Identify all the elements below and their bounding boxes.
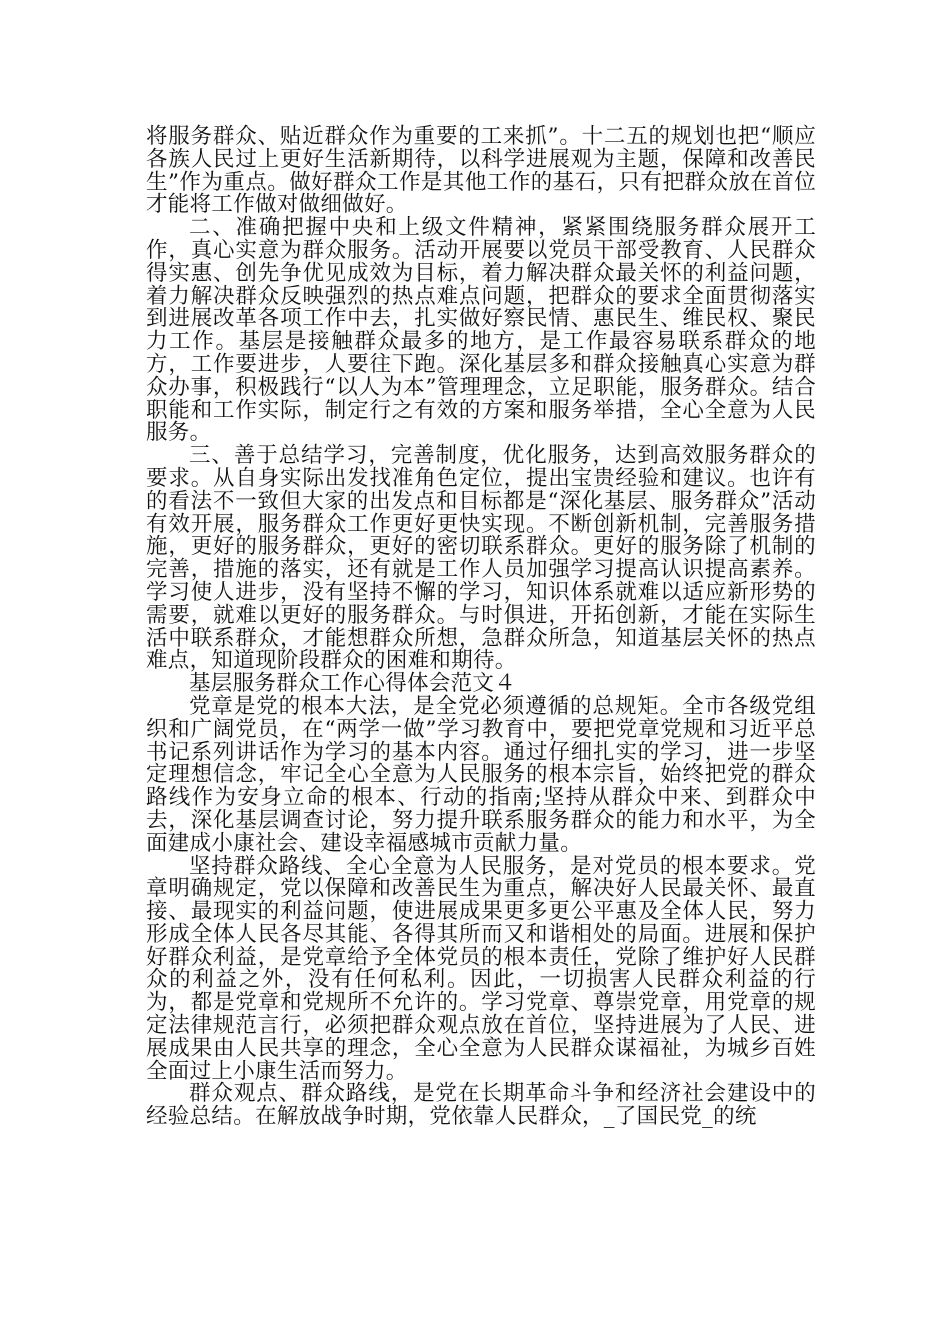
paragraph-party-constitution: 党章是党的根本大法，是全党必须遵循的总规矩。全市各级党组织和广阔党员，在“两学一做”学习教育中，要把党章党规和习近平总书记系列讲话作为学习的基本内容。通过仔细扎实的学习，进一步坚定理想信念，牢记全心全意为人民服务的根本宗旨，始终把党的群众路线作为安身立命的根本、行动的指南;坚持从群众中来、到群众中去，深化基层调查讨论，努力提升联系服务群众的能力和水平，为全面建成小康社会、建设幸福感城市贡献力量。 bbox=[146, 693, 816, 856]
paragraph-continuation: 将服务群众、贴近群众作为重要的工来抓”。十二五的规划也把“顺应各族人民过上更好生活新期待，以科学进展观为主题，保障和改善民生”作为重点。做好群众工作是其他工作的基石，只有把群众放在首位才能将工作做对做细做好。 bbox=[146, 124, 816, 218]
paragraph-mass-viewpoint: 群众观点、群众路线，是党在长期革命斗争和经济社会建设中的经验总结。在解放战争时期，党依靠人民群众，_了国民党_的统 bbox=[146, 1081, 816, 1130]
article-heading: 基层服务群众工作心得体会范文４ bbox=[189, 671, 517, 697]
paragraph-mass-line: 坚持群众路线、全心全意为人民服务，是对党员的根本要求。党章明确规定，党以保障和改善民生为重点，解决好人民最关怀、最直接、最现实的利益问题，使进展成果更多更公平惠及全体人民，努力形成全体人民各尽其能、各得其所而又和谐相处的局面。进展和保护好群众利益，是党章给予全体党员的根本责任，党除了维护好人民群众的利益之外，没有任何私利。因此，一切损害人民群众利益的行为，都是党章和党规所不允许的。学习党章、尊崇党章，用党章的规定法律规范言行，必须把群众观点放在首位，坚持进展为了人民、进展成果由人民共享的理念，全心全意为人民群众谋福祉，为城乡百姓全面过上小康生活而努力。 bbox=[146, 853, 816, 1084]
document-body bbox=[146, 126, 816, 1129]
paragraph-section-two: 二、准确把握中央和上级文件精神，紧紧围绕服务群众展开工作，真心实意为群众服务。活动开展要以党员干部受教育、人民群众得实惠、创先争优见成效为目标，着力解决群众最关怀的利益问题，着力解决群众反映强烈的热点难点问题，把群众的要求全面贯彻落实到进展改革各项工作中去，扎实做好察民情、惠民生、维民权、聚民力工作。基层是接触群众最多的地方，是工作最容易联系群众的地方，工作要进步，人要往下跑。深化基层多和群众接触真心实意为群众办事，积极践行“以人为本”管理理念，立足职能，服务群众。结合职能和工作实际，制定行之有效的方案和服务举措，全心全意为人民服务。 bbox=[146, 215, 816, 446]
paragraph-section-three: 三、善于总结学习，完善制度，优化服务，达到高效服务群众的要求。从自身实际出发找准角色定位，提出宝贵经验和建议。也许有的看法不一致但大家的出发点和目标都是“深化基层、服务群众”活动有效开展，服务群众工作更好更快实现。不断创新机制，完善服务措施，更好的服务群众，更好的密切联系群众。更好的服务除了机制的完善，措施的落实，还有就是工作人员加强学习提高认识提高素养。学习使人进步，没有坚持不懈的学习，知识体系就难以适应新形势的需要，就难以更好的服务群众。与时俱进，开拓创新，才能在实际生活中联系群众，才能想群众所想，急群众所急，知道基层关怀的热点难点，知道现阶段群众的困难和期待。 bbox=[146, 443, 816, 674]
